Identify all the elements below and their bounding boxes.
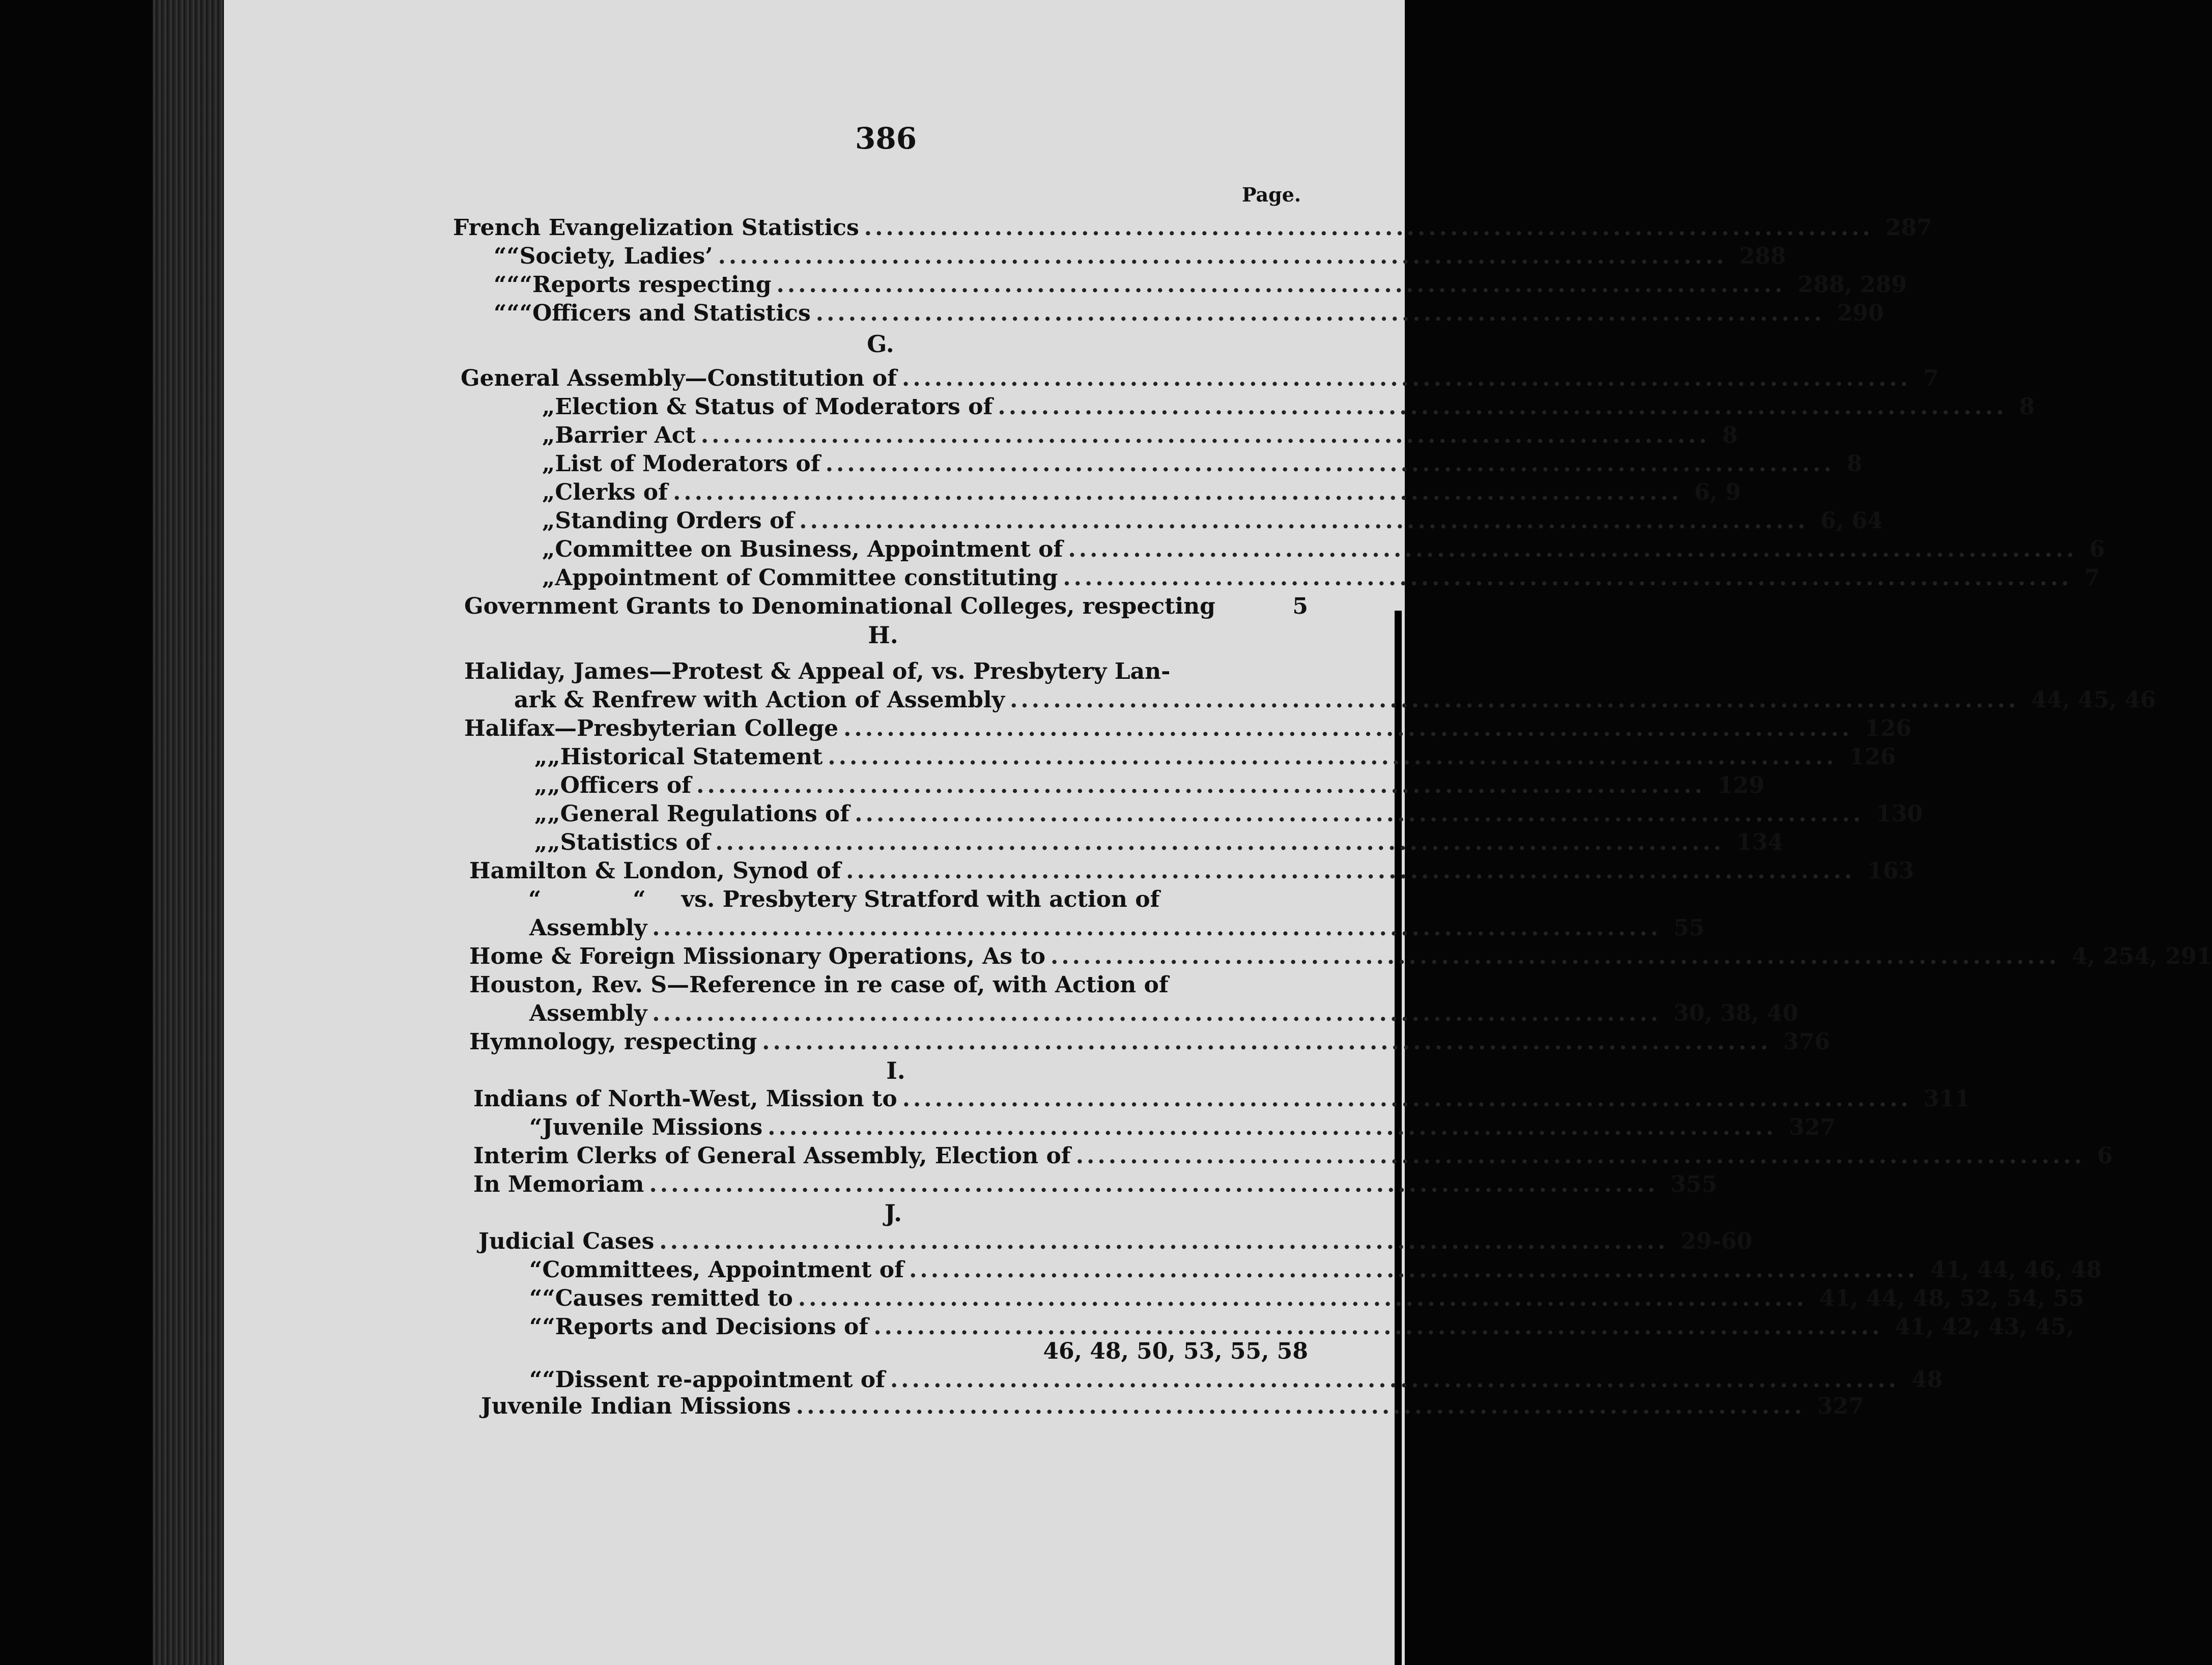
- index-entry: „ Clerks of ............................................................................................. 6, 9: [542, 477, 1308, 508]
- section-letter-g: G.: [867, 330, 894, 358]
- index-entry: “ “ “ Reports respecting ............................................................................................. 288, 289: [494, 270, 1308, 300]
- page-column-heading: Page.: [1242, 183, 1301, 206]
- dot-leader: .............................................................................................: [798, 1285, 1807, 1311]
- dot-leader: .............................................................................................: [776, 272, 1786, 298]
- index-entry: Haliday, James—Protest & Appeal of, vs. Presbytery Lan-: [464, 658, 1171, 684]
- index-entry: Halifax—Presbyterian College ............................................................................................. 126: [464, 713, 1308, 744]
- index-entry: Judicial Cases ............................................................................................. 29-60: [478, 1226, 1308, 1257]
- index-entry: Home & Foreign Missionary Operations, As to ............................................................................................. 4, 254, 291: [469, 941, 1308, 972]
- section-letter-j: J.: [884, 1199, 902, 1227]
- dot-leader: .............................................................................................: [825, 451, 1835, 477]
- dot-leader: .............................................................................................: [1068, 536, 2078, 562]
- index-entry: French Evangelization Statistics ............................................................................................. 287: [453, 213, 1308, 243]
- index-entry: „ Barrier Act ............................................................................................. 8: [542, 420, 1308, 451]
- index-entry: Houston, Rev. S—Reference in re case of, with Action of: [469, 972, 1169, 998]
- index-entry: „ Standing Orders of ............................................................................................. 6, 64: [542, 506, 1308, 536]
- index-entry: „ „ Statistics of ............................................................................................. 134: [534, 827, 1308, 858]
- dot-leader: .............................................................................................: [1075, 1143, 2085, 1169]
- index-entry: Government Grants to Denominational Colleges, respecting 5: [464, 593, 1308, 619]
- dot-leader: .............................................................................................: [696, 772, 1706, 798]
- index-entry: In Memoriam ............................................................................................. 355: [473, 1169, 1308, 1200]
- dot-leader: .............................................................................................: [843, 715, 1853, 741]
- index-entry: “ “ Dissent re-appointment of ............................................................................................. 48: [529, 1365, 1308, 1395]
- dot-leader: .............................................................................................: [828, 744, 1837, 770]
- page-number: 386: [855, 121, 917, 156]
- index-entry: “ “ Society, Ladies’ ............................................................................................. 288: [494, 241, 1308, 272]
- dot-leader: .............................................................................................: [873, 1314, 1883, 1340]
- dot-leader: .............................................................................................: [652, 1000, 1661, 1026]
- section-letter-i: I.: [886, 1057, 905, 1084]
- index-entry: „ „ Officers of ............................................................................................. 129: [534, 770, 1308, 801]
- dot-leader: .............................................................................................: [864, 215, 1874, 241]
- book-spine: [153, 0, 224, 1665]
- index-entry: „ „ Historical Statement ............................................................................................. 126: [534, 742, 1308, 772]
- index-entry: “ “ vs. Presbytery Stratford with action of: [528, 886, 1160, 912]
- dot-leader: .............................................................................................: [649, 1171, 1659, 1197]
- index-entry: 46, 48, 50, 53, 55, 58: [1043, 1338, 1308, 1364]
- index-entry: Juvenile Indian Missions ............................................................................................. 327: [481, 1391, 1308, 1422]
- index-entry: „ Appointment of Committee constituting ............................................................................................. 7: [542, 563, 1308, 593]
- dot-leader: .............................................................................................: [998, 394, 2007, 420]
- dot-leader: .............................................................................................: [715, 829, 1724, 855]
- dot-leader: .............................................................................................: [652, 915, 1661, 941]
- index-entry: “ Juvenile Missions ............................................................................................. 327: [529, 1112, 1308, 1143]
- index-entry: ark & Renfrew with Action of Assembly ............................................................................................. 44, 45, 46: [514, 685, 1308, 715]
- index-entry: Assembly ............................................................................................. 30, 38, 40: [529, 998, 1308, 1029]
- index-entry: „ Election & Status of Moderators of ............................................................................................. 8: [542, 392, 1308, 422]
- index-entry: Indians of North-West, Mission to ............................................................................................. 311: [473, 1084, 1308, 1114]
- index-entry: Hymnology, respecting ............................................................................................. 376: [469, 1027, 1308, 1057]
- dot-leader: .............................................................................................: [815, 300, 1825, 326]
- dot-leader: .............................................................................................: [890, 1367, 1899, 1393]
- dot-leader: .............................................................................................: [718, 243, 1727, 269]
- index-entry: General Assembly—Constitution of ............................................................................................. 7: [461, 363, 1308, 394]
- section-letter-h: H.: [868, 621, 898, 649]
- index-entry: “ “ Causes remitted to ............................................................................................. 41, 44, 48, 52, 54, 55: [529, 1283, 1308, 1314]
- dot-leader: .............................................................................................: [909, 1257, 1918, 1283]
- dot-leader: .............................................................................................: [768, 1114, 1777, 1140]
- dot-leader: .............................................................................................: [1063, 565, 2072, 591]
- dot-leader: .............................................................................................: [1010, 687, 2019, 713]
- index-entry: Interim Clerks of General Assembly, Election of ............................................................................................. 6: [473, 1141, 1308, 1171]
- dot-leader: .............................................................................................: [700, 422, 1710, 448]
- index-entry: “ “ “ Officers and Statistics ............................................................................................. 290: [494, 298, 1308, 329]
- index-entry: „ Committee on Business, Appointment of ............................................................................................. 6: [542, 534, 1308, 565]
- dot-leader: .............................................................................................: [902, 1086, 1912, 1112]
- dot-leader: .............................................................................................: [673, 479, 1682, 505]
- dot-leader: .............................................................................................: [846, 858, 1855, 884]
- index-entry: “ “ Reports and Decisions of ............................................................................................. 41, 42, 43, 45,: [529, 1312, 1308, 1342]
- index-entry: Hamilton & London, Synod of ............................................................................................. 163: [469, 856, 1308, 886]
- dot-leader: .............................................................................................: [1051, 943, 2060, 969]
- index-entry: „ „ General Regulations of ............................................................................................. 130: [534, 799, 1308, 829]
- dot-leader: .............................................................................................: [855, 801, 1864, 827]
- dot-leader: .............................................................................................: [902, 365, 1911, 391]
- dot-leader: .............................................................................................: [659, 1228, 1669, 1254]
- index-entry: “ Committees, Appointment of ............................................................................................. 41, 44, 46, 48: [529, 1255, 1308, 1285]
- index-entry: Assembly ............................................................................................. 55: [529, 913, 1308, 943]
- dot-leader: .............................................................................................: [796, 1393, 1805, 1419]
- dot-leader: .............................................................................................: [762, 1029, 1771, 1055]
- index-entry: „ List of Moderators of ............................................................................................. 8: [542, 449, 1308, 479]
- dot-leader: .............................................................................................: [799, 508, 1808, 534]
